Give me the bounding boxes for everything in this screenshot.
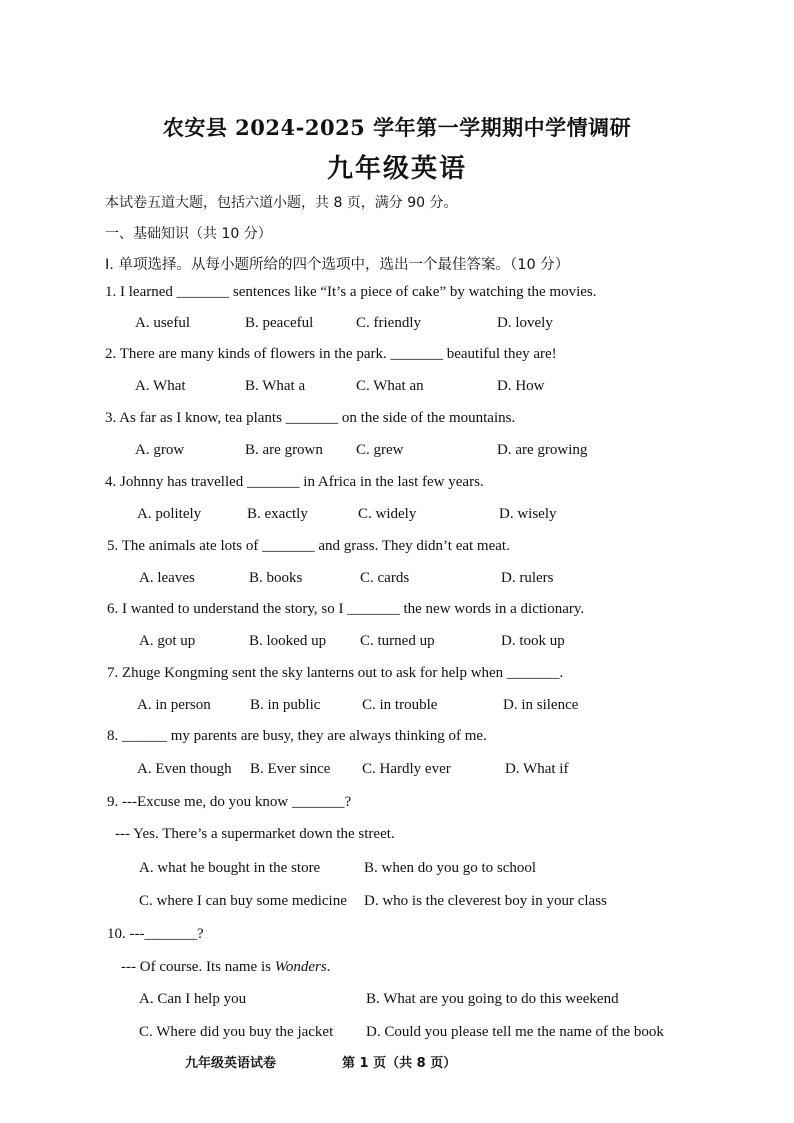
option-c: C. where I can buy some medicine bbox=[139, 893, 347, 909]
book-title: Wonders bbox=[274, 959, 327, 975]
option-d: D. lovely bbox=[497, 315, 553, 331]
option-b: B. What are you going to do this weekend bbox=[366, 991, 619, 1007]
option-b: B. when do you go to school bbox=[364, 860, 537, 876]
option-b: B. are grown bbox=[245, 442, 323, 458]
reply-text: --- Of course. Its name is bbox=[121, 959, 275, 975]
option-a: A. Even though bbox=[137, 761, 232, 777]
question-stem: 9. ---Excuse me, do you know _______? bbox=[107, 794, 352, 810]
option-c: C. turned up bbox=[360, 633, 435, 649]
option-c: C. widely bbox=[358, 506, 417, 522]
option-d: D. rulers bbox=[501, 570, 554, 586]
option-d: D. Could you please tell me the name of the book bbox=[366, 1024, 664, 1040]
question-stem: 7. Zhuge Kongming sent the sky lanterns out to ask for help when _______. bbox=[107, 665, 564, 681]
option-b: B. books bbox=[249, 570, 303, 586]
option-c: C. Where did you buy the jacket bbox=[139, 1024, 334, 1040]
question-stem: 1. I learned _______ sentences like “It’s a piece of cake” by watching the movies. bbox=[105, 284, 597, 300]
option-b: B. in public bbox=[250, 697, 321, 713]
question-stem: 2. There are many kinds of flowers in the park. _______ beautiful they are! bbox=[105, 346, 557, 362]
reply-period: . bbox=[326, 959, 331, 975]
option-b: B. looked up bbox=[249, 633, 327, 649]
question-stem: 4. Johnny has travelled _______ in Africa in the last few years. bbox=[105, 474, 484, 490]
question-stem: 5. The animals ate lots of _______ and grass. They didn’t eat meat. bbox=[107, 538, 510, 554]
option-a: A. grow bbox=[135, 442, 185, 458]
option-c: C. friendly bbox=[356, 315, 421, 331]
option-a: A. What bbox=[135, 378, 186, 394]
option-a: A. what he bought in the store bbox=[139, 860, 321, 876]
section-heading: 一、基础知识（共 10 分） bbox=[105, 226, 272, 242]
option-b: B. Ever since bbox=[250, 761, 331, 777]
question-stem: 6. I wanted to understand the story, so I _______ the new words in a dictionary. bbox=[107, 601, 585, 617]
option-a: A. Can I help you bbox=[139, 991, 247, 1007]
option-c: C. in trouble bbox=[362, 697, 438, 713]
option-d: D. who is the cleverest boy in your class bbox=[364, 893, 607, 909]
option-a: A. in person bbox=[137, 697, 211, 713]
dialogue-reply: --- Yes. There’s a supermarket down the street. bbox=[115, 826, 395, 842]
option-a: A. got up bbox=[139, 633, 196, 649]
footer-page-number: 第 1 页（共 8 页） bbox=[342, 1056, 457, 1071]
option-b: B. What a bbox=[245, 378, 306, 394]
question-stem: 3. As far as I know, tea plants _______ on the side of the mountains. bbox=[105, 410, 516, 426]
question-stem: 8. ______ my parents are busy, they are always thinking of me. bbox=[107, 728, 487, 744]
exam-intro: 本试卷五道大题，包括六道小题，共 8 页，满分 90 分。 bbox=[105, 195, 458, 211]
option-c: C. grew bbox=[356, 442, 404, 458]
option-d: D. wisely bbox=[499, 506, 557, 522]
option-c: C. Hardly ever bbox=[362, 761, 451, 777]
exam-subtitle: 九年级英语 bbox=[326, 154, 467, 184]
option-d: D. How bbox=[497, 378, 545, 394]
dialogue-reply bbox=[121, 959, 330, 976]
question-stem: 10. ---_______? bbox=[107, 926, 204, 942]
option-a: A. politely bbox=[137, 506, 202, 522]
option-d: D. took up bbox=[501, 633, 565, 649]
option-d: D. in silence bbox=[503, 697, 579, 713]
part-heading: I. 单项选择。从每小题所给的四个选项中，选出一个最佳答案。（10 分） bbox=[105, 257, 570, 273]
option-c: C. What an bbox=[356, 378, 424, 394]
footer-paper-name: 九年级英语试卷 bbox=[185, 1056, 277, 1071]
exam-title: 农安县 2024-2025 学年第一学期期中学情调研 bbox=[162, 115, 632, 140]
option-b: B. exactly bbox=[247, 506, 308, 522]
option-a: A. useful bbox=[135, 315, 190, 331]
option-c: C. cards bbox=[360, 570, 410, 586]
option-b: B. peaceful bbox=[245, 315, 314, 331]
option-d: D. are growing bbox=[497, 442, 588, 458]
option-d: D. What if bbox=[505, 761, 569, 777]
option-a: A. leaves bbox=[139, 570, 195, 586]
